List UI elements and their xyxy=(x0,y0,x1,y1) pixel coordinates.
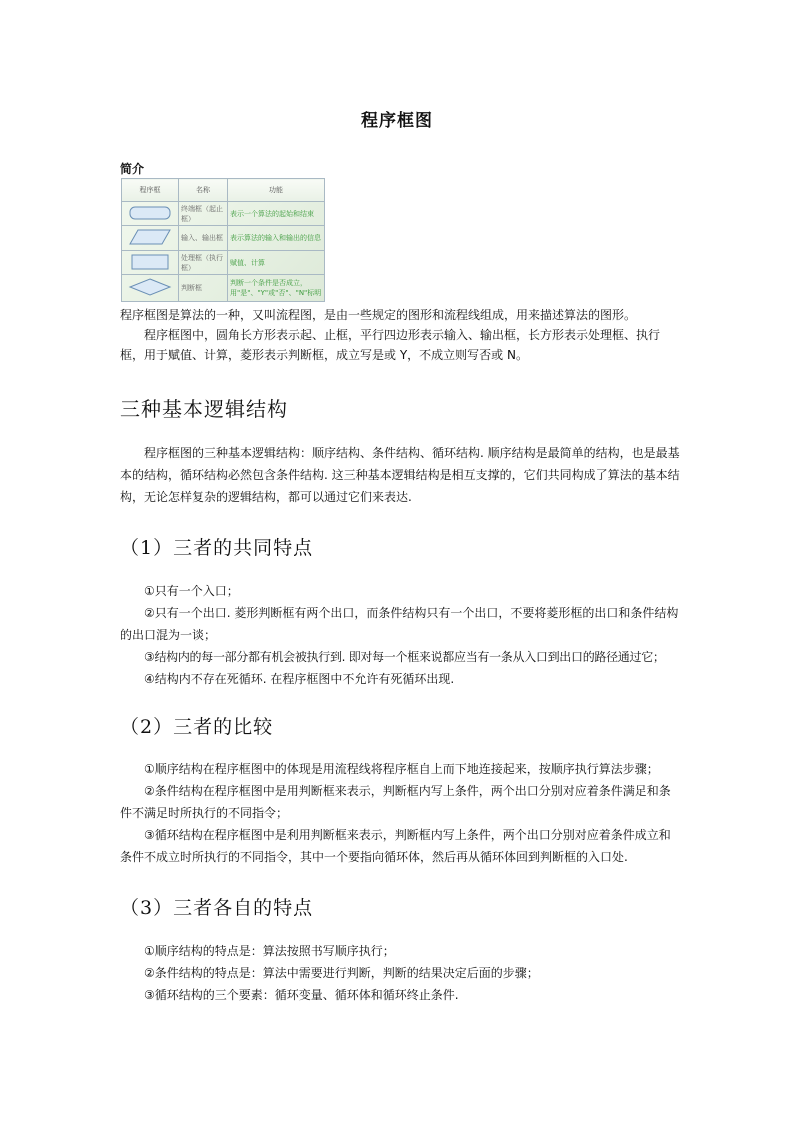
table-cell: 表示算法的输入和输出的信息 xyxy=(228,226,325,250)
table-row xyxy=(122,202,325,226)
list-item: ③结构内的每一部分都有机会被执行到. 即对每一个框来说都应当有一条从入口到出口的路径通过它； xyxy=(144,650,665,664)
table-header: 名称 xyxy=(179,179,228,202)
page-title: 程序框图 xyxy=(361,111,433,131)
parallelogram-icon xyxy=(128,228,172,246)
list-item: ②条件结构在程序框图中是用判断框来表示，判断框内写上条件，两个出口分别对应着条件满足和条件不满足时所执行的不同指令； xyxy=(120,784,671,820)
decision-shape-cell xyxy=(122,275,179,302)
subsection-2-list xyxy=(120,758,680,868)
table-header: 功能 xyxy=(228,179,325,202)
io-shape-cell xyxy=(122,226,179,250)
table-cell: 判断一个条件是否成立，用"是"、"Y"或"否"、"N"标明 xyxy=(228,275,325,302)
subsection-3-list xyxy=(120,940,680,1006)
rectangle-icon xyxy=(128,253,172,271)
intro-label: 简介 xyxy=(120,162,145,176)
list-item: ③循环结构的三个要素：循环变量、循环体和循环终止条件. xyxy=(144,988,459,1002)
intro-paragraph-2: 程序框图中，圆角长方形表示起、止框，平行四边形表示输入、输出框，长方形表示处理框、执行框，用于赋值、计算，菱形表示判断框，成立写是或 Y，不成立则写否或 N。 xyxy=(120,328,661,362)
table-cell: 判断框 xyxy=(179,275,228,302)
table-cell: 表示一个算法的起始和结束 xyxy=(228,202,325,226)
list-item: ③循环结构在程序框图中是利用判断框来表示，判断框内写上条件，两个出口分别对应着条件成立和条件不成立时所执行的不同指令，其中一个要指向循环体，然后再从循环体回到判断框的入口处. xyxy=(120,828,671,864)
section-heading: 三种基本逻辑结构 xyxy=(120,397,288,421)
subsection-heading-1: （1）三者的共同特点 xyxy=(120,537,314,559)
flowchart-symbol-table xyxy=(121,178,325,302)
list-item: ①只有一个入口； xyxy=(144,584,239,598)
table-cell: 终端框（起止框） xyxy=(179,202,228,226)
list-item: ①顺序结构的特点是：算法按照书写顺序执行； xyxy=(144,944,395,958)
table-row xyxy=(122,250,325,274)
table-row xyxy=(122,226,325,250)
subsection-heading-3: （3）三者各自的特点 xyxy=(120,897,314,919)
section-paragraph: 程序框图的三种基本逻辑结构：顺序结构、条件结构、循环结构. 顺序结构是最简单的结构，也是最基本的结构，循环结构必然包含条件结构. 这三种基本逻辑结构是相互支撑的，它们共同构成了算法的基本结构，无论怎样复杂的逻辑结构，都可以通过它们来表达. xyxy=(120,446,680,504)
diamond-icon xyxy=(128,277,172,297)
table-header-row xyxy=(122,179,325,202)
intro-paragraph-1: 程序框图是算法的一种，又叫流程图，是由一些规定的图形和流程线组成，用来描述算法的图形。 xyxy=(120,308,637,322)
table-cell: 赋值、计算 xyxy=(228,250,325,274)
rounded-rect-icon xyxy=(128,205,172,221)
terminal-shape-cell xyxy=(122,202,179,226)
table-cell: 处理框（执行框） xyxy=(179,250,228,274)
table-cell: 输入、输出框 xyxy=(179,226,228,250)
list-item: ②条件结构的特点是：算法中需要进行判断，判断的结果决定后面的步骤； xyxy=(144,966,539,980)
table-row xyxy=(122,275,325,302)
list-item: ②只有一个出口. 菱形判断框有两个出口，而条件结构只有一个出口，不要将菱形框的出口和条件结构的出口混为一谈； xyxy=(120,606,679,642)
process-shape-cell xyxy=(122,250,179,274)
subsection-1-list xyxy=(120,580,680,690)
table-header: 程序框 xyxy=(122,179,179,202)
subsection-heading-2: （2）三者的比较 xyxy=(120,716,274,738)
list-item: ①顺序结构在程序框图中的体现是用流程线将程序框自上而下地连接起来，按顺序执行算法步骤； xyxy=(144,762,659,776)
list-item: ④结构内不存在死循环. 在程序框图中不允许有死循环出现. xyxy=(144,672,455,686)
